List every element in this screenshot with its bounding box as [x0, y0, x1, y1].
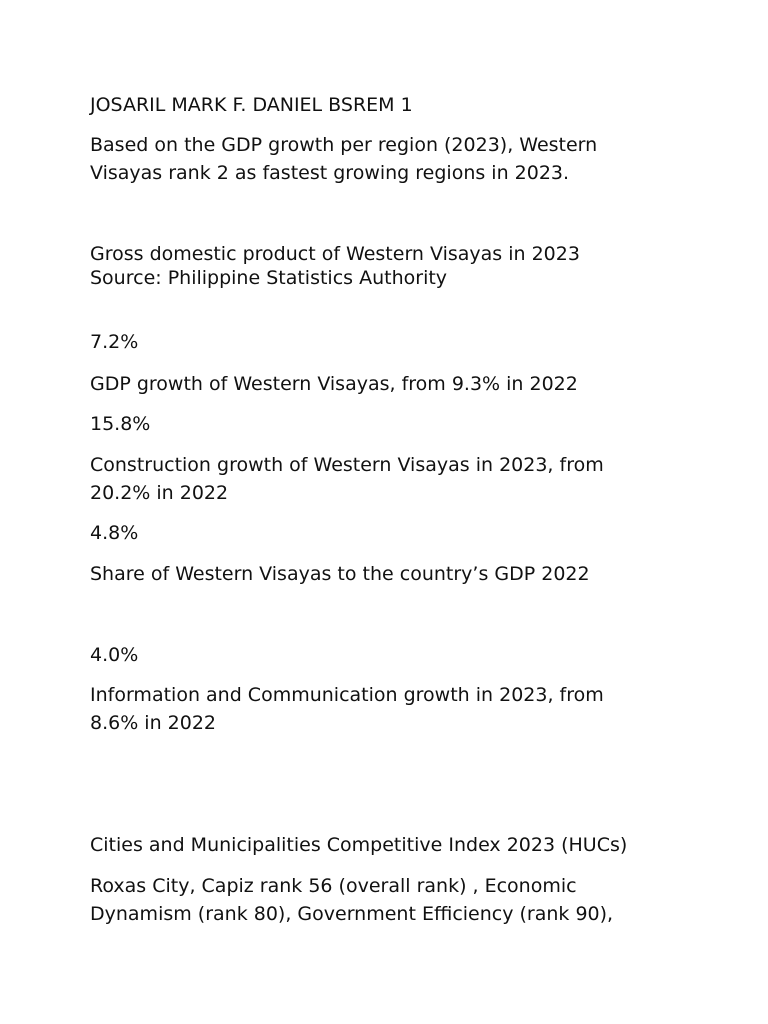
section-source: Source: Philippine Statistics Authority	[90, 267, 448, 289]
stat-description: GDP growth of Western Visayas, from 9.3% in 2022	[90, 373, 578, 395]
intro-line-2: Visayas rank 2 as fastest growing regions in 2023.	[90, 162, 570, 184]
cmci-title: Cities and Municipalities Competitive Index 2023 (HUCs)	[90, 834, 628, 856]
cmci-line-2: Dynamism (rank 80), Government Efficiency (rank 90),	[90, 903, 614, 925]
stat-value: 7.2%	[90, 331, 139, 353]
stat-description: Information and Communication growth in 2023, from	[90, 684, 604, 706]
stat-description: Construction growth of Western Visayas in 2023, from	[90, 454, 604, 476]
intro-line-1: Based on the GDP growth per region (2023), Western	[90, 134, 598, 156]
section-title: Gross domestic product of Western Visayas in 2023	[90, 243, 580, 265]
stat-value: 15.8%	[90, 413, 151, 435]
stat-value: 4.0%	[90, 644, 139, 666]
author-line: JOSARIL MARK F. DANIEL BSREM 1	[90, 94, 413, 116]
cmci-line-1: Roxas City, Capiz rank 56 (overall rank) , Economic	[90, 875, 577, 897]
stat-description: Share of Western Visayas to the country’s GDP 2022	[90, 563, 590, 585]
stat-description: 8.6% in 2022	[90, 712, 217, 734]
stat-description: 20.2% in 2022	[90, 482, 229, 504]
stat-value: 4.8%	[90, 522, 139, 544]
